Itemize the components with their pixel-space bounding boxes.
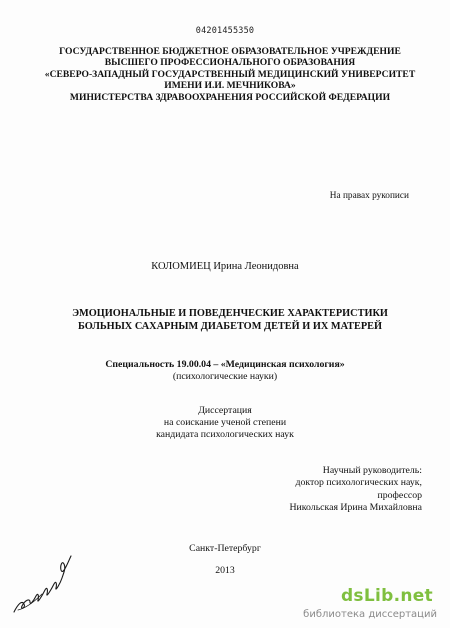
title-line: ЭМОЦИОНАЛЬНЫЕ И ПОВЕДЕНЧЕСКИЕ ХАРАКТЕРИСТИКИ [72,308,388,319]
rights-note: На правах рукописи [329,191,409,201]
supervisor-label: Научный руководитель: [322,465,422,476]
supervisor-name: Никольская Ирина Михайловна [289,501,422,513]
degree-line: на соискание ученой степени [163,417,287,429]
specialty-line: Специальность 19.00.04 – «Медицинская психология» [105,359,345,370]
degree-line: Диссертация [198,405,252,416]
supervisor-degree: доктор психологических наук, [295,477,422,489]
author-name: КОЛОМИЕЦ Ирина Леонидовна [151,261,299,272]
degree-line: кандидата психологических наук [156,429,294,441]
city: Санкт-Петербург [189,543,261,554]
supervisor-block [289,465,422,514]
institution-line: ГОСУДАРСТВЕННОЕ БЮДЖЕТНОЕ ОБРАЗОВАТЕЛЬНОЕ УЧРЕЖДЕНИЕ [59,46,401,57]
watermark-subtitle: библиотека диссертаций [303,609,437,620]
institution-line: «СЕВЕРО-ЗАПАДНЫЙ ГОСУДАРСТВЕННЫЙ МЕДИЦИНСКИЙ УНИВЕРСИТЕТ [44,68,416,80]
specialty-field: (психологические науки) [172,371,278,383]
handwritten-signature-icon [8,548,78,618]
dissertation-title [20,308,440,333]
institution-line: ВЫСШЕГО ПРОФЕССИОНАЛЬНОГО ОБРАЗОВАНИЯ [104,57,356,69]
title-line: БОЛЬНЫХ САХАРНЫМ ДИАБЕТОМ ДЕТЕЙ И ИХ МАТЕРЕЙ [77,320,383,332]
institution-line: ИМЕНИ И.И. МЕЧНИКОВА» [164,80,296,92]
degree-block [0,405,450,442]
supervisor-title: профессор [377,489,422,501]
year: 2013 [215,565,235,576]
specialty-block [0,359,450,383]
watermark-logo: dsLib.net [340,586,433,606]
watermark [303,586,443,626]
institution-header [20,46,440,103]
stamp-number: 04201455350 [195,26,255,36]
institution-line: МИНИСТЕРСТВА ЗДРАВООХРАНЕНИЯ РОССИЙСКОЙ ФЕДЕРАЦИИ [69,91,391,103]
